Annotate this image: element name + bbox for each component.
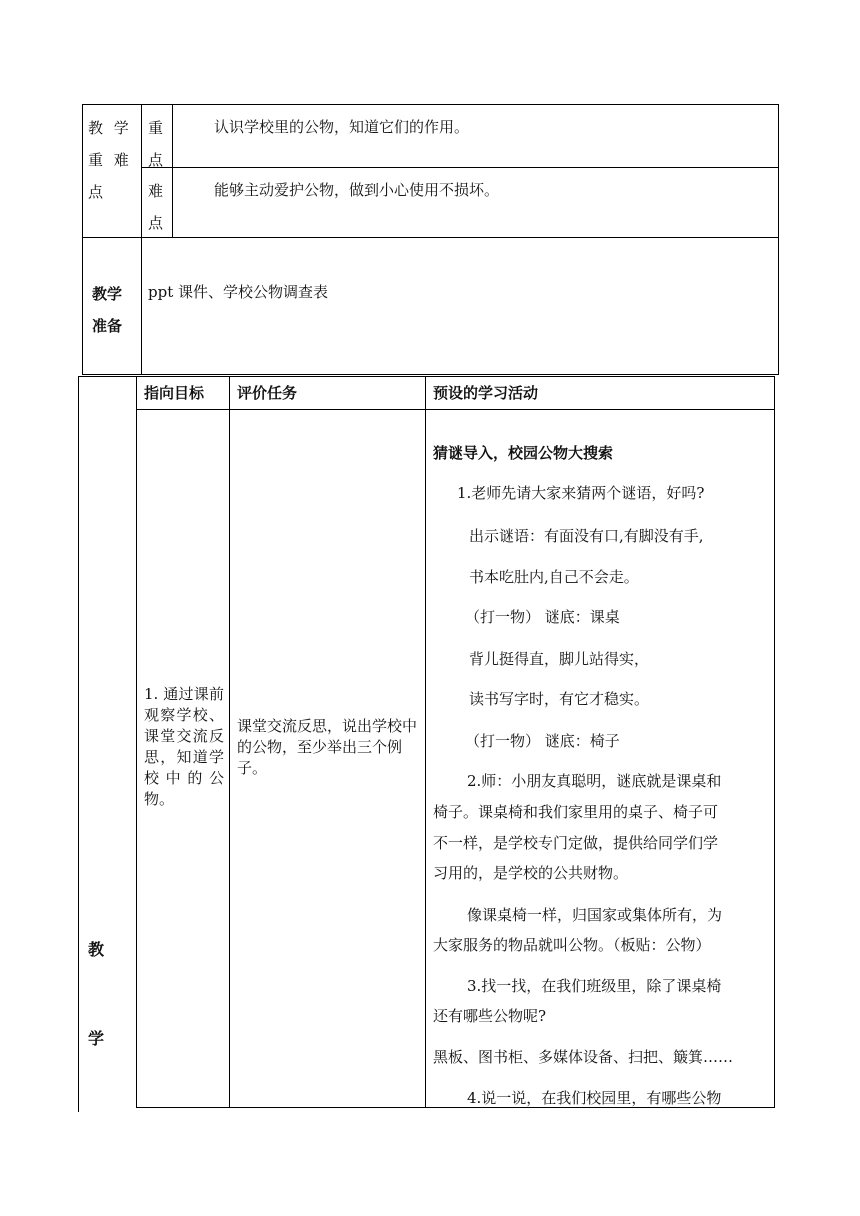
main-table-col-3: [425, 376, 426, 1108]
difficult-point-text: 能够主动爱护公物，做到小心使用不损坏。: [214, 181, 500, 199]
activity-line: 2.师：小朋友真聪明，谜底就是课桌和: [467, 772, 722, 790]
main-table-border-right: [774, 376, 775, 1108]
activity-line: 4.说一说，在我们校园里，有哪些公物: [467, 1089, 722, 1107]
main-table-header-divider: [136, 409, 775, 410]
activity-line: 1.老师先请大家来猜两个谜语，好吗?: [457, 484, 705, 502]
activity-heading: 猜谜导入，校园公物大搜索: [433, 444, 614, 462]
col-header-task: 评价任务: [237, 384, 298, 402]
top-table-col-divider: [141, 104, 142, 375]
main-table-border-left: [78, 376, 79, 1112]
activity-line: （打一物） 谜底：椅子: [465, 732, 620, 750]
main-table-col-1: [136, 376, 137, 1108]
activity-line: （打一物） 谜底：课桌: [465, 608, 620, 626]
activity-line: 像课桌椅一样，归国家或集体所有，为: [467, 906, 723, 924]
activity-line: 书本吃肚内,自己不会走。: [469, 568, 639, 586]
prep-header: 教学准备: [92, 285, 123, 335]
top-table-divider-key: [141, 167, 779, 168]
activity-line: 还有哪些公物呢?: [433, 1007, 547, 1025]
activity-line: 习用的，是学校的公共财物。: [433, 864, 629, 882]
main-table-col-2: [229, 376, 230, 1108]
activity-line: 黑板、图书柜、多媒体设备、扫把、簸箕……: [433, 1048, 734, 1066]
col-header-goal: 指向目标: [144, 384, 205, 402]
side-char-teach: 教: [88, 940, 105, 959]
difficult-point-label: 难点: [148, 182, 164, 232]
top-table-border-top: [82, 104, 779, 105]
top-table-border-left: [82, 104, 83, 375]
activity-line: 背儿挺得直，脚儿站得实，: [469, 650, 650, 668]
key-point-label: 重点: [148, 119, 164, 169]
activity-line: 3.找一找，在我们班级里，除了课桌椅: [467, 977, 722, 995]
prep-text: ppt 课件、学校公物调查表: [148, 283, 329, 301]
activity-line: 出示谜语：有面没有口,有脚没有手,: [469, 527, 704, 545]
activity-line: 读书写字时，有它才稳实。: [469, 690, 650, 708]
key-point-text: 认识学校里的公物，知道它们的作用。: [214, 118, 470, 136]
task-text: 课堂交流反思，说出学校中的公物，至少举出三个例子。: [237, 717, 418, 777]
top-table-divider-prep: [82, 237, 779, 238]
side-char-learn: 学: [88, 1029, 105, 1048]
top-table-sub-divider: [172, 104, 173, 237]
activity-line: 大家服务的物品就叫公物。（板贴：公物）: [433, 936, 711, 954]
main-table-border-top: [78, 376, 775, 377]
goal-text: 1. 通过课前观察学校、课堂交流反思，知道学校中的公物。: [144, 685, 224, 808]
focus-header: 教 学 重 难 点: [88, 119, 132, 201]
activity-line: 不一样，是学校专门定做，提供给同学们学: [433, 834, 719, 852]
col-header-activity: 预设的学习活动: [433, 384, 539, 402]
activity-line: 椅子。课桌椅和我们家里用的桌子、椅子可: [433, 803, 719, 821]
top-table-border-right: [778, 104, 779, 375]
top-table-border-bottom: [82, 374, 779, 375]
